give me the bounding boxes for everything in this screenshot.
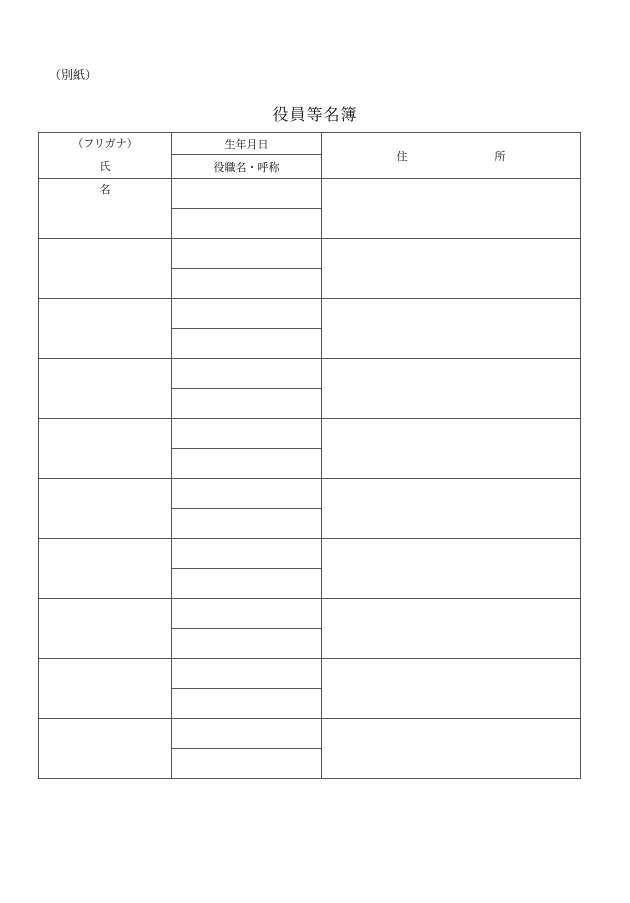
officer-address-cell[interactable] — [322, 599, 581, 659]
officer-birth-date-cell[interactable] — [172, 179, 322, 209]
officer-address-cell[interactable] — [322, 359, 581, 419]
name-header: 氏 名 — [99, 160, 178, 196]
officer-birth-date-cell[interactable] — [172, 419, 322, 449]
officer-position-cell[interactable] — [172, 569, 322, 599]
officer-address-cell[interactable] — [322, 659, 581, 719]
officer-birth-date-cell[interactable] — [172, 539, 322, 569]
officer-birth-date-cell[interactable] — [172, 479, 322, 509]
officer-address-cell[interactable] — [322, 419, 581, 479]
officer-address-cell[interactable] — [322, 539, 581, 599]
officer-address-cell[interactable] — [322, 299, 581, 359]
officer-name-cell[interactable] — [39, 359, 172, 419]
officer-row — [39, 479, 581, 509]
header-row — [39, 133, 581, 155]
officer-position-cell[interactable] — [172, 509, 322, 539]
officer-name-cell[interactable] — [39, 539, 172, 599]
page-title: 役員等名簿 — [272, 105, 358, 124]
officer-row — [39, 659, 581, 689]
furigana-header: （フリガナ） — [72, 137, 138, 150]
address-header-cell — [322, 133, 581, 179]
name-header-cell — [39, 133, 178, 196]
officer-position-cell[interactable] — [172, 749, 322, 779]
officer-position-cell[interactable] — [172, 329, 322, 359]
officer-address-cell[interactable] — [322, 479, 581, 539]
officer-name-cell[interactable] — [39, 239, 172, 299]
officer-row — [39, 239, 581, 269]
officer-name-cell[interactable] — [39, 599, 172, 659]
officer-position-cell[interactable] — [172, 269, 322, 299]
officer-position-cell[interactable] — [172, 209, 322, 239]
officer-row — [39, 299, 581, 329]
officer-position-cell[interactable] — [172, 689, 322, 719]
birth-date-header: 生年月日 — [172, 133, 322, 155]
officer-name-cell[interactable] — [39, 719, 172, 779]
officer-position-cell[interactable] — [172, 389, 322, 419]
address-header: 住 所 — [396, 149, 544, 163]
officer-name-cell[interactable] — [39, 299, 172, 359]
officer-name-cell[interactable] — [39, 419, 172, 479]
officer-birth-date-cell[interactable] — [172, 719, 322, 749]
officer-position-cell[interactable] — [172, 449, 322, 479]
officer-address-cell[interactable] — [322, 179, 581, 239]
officer-birth-date-cell[interactable] — [172, 359, 322, 389]
attachment-label: （別紙） — [49, 68, 98, 82]
officer-birth-date-cell[interactable] — [172, 299, 322, 329]
officer-roster-table — [38, 132, 581, 779]
officer-row — [39, 719, 581, 749]
officer-name-cell[interactable] — [39, 659, 172, 719]
officer-birth-date-cell[interactable] — [172, 239, 322, 269]
officer-position-cell[interactable] — [172, 629, 322, 659]
officer-address-cell[interactable] — [322, 719, 581, 779]
officer-row — [39, 359, 581, 389]
officer-address-cell[interactable] — [322, 239, 581, 299]
officer-birth-date-cell[interactable] — [172, 599, 322, 629]
officer-row — [39, 599, 581, 629]
officer-row — [39, 539, 581, 569]
position-header: 役職名・呼称 — [172, 155, 322, 179]
officer-name-cell[interactable] — [39, 479, 172, 539]
officer-row — [39, 419, 581, 449]
officer-birth-date-cell[interactable] — [172, 659, 322, 689]
